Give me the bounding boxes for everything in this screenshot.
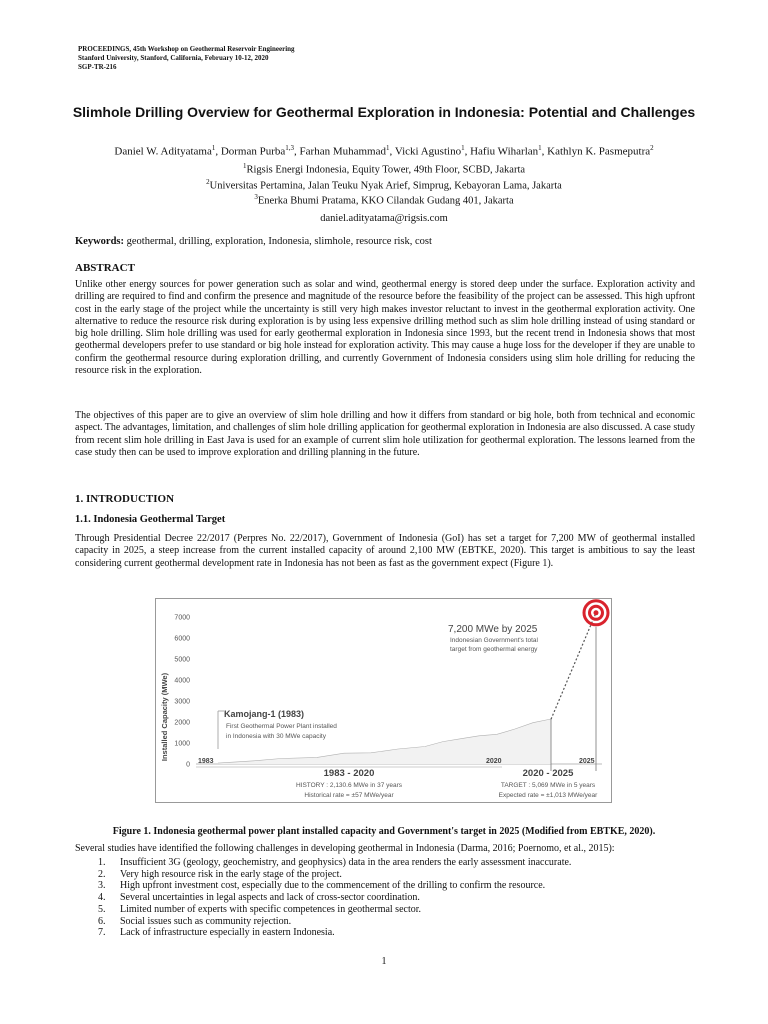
- list-item: 1. Insufficient 3G (geology, geochemistry, and geophysics) data in the area renders the early assessment inaccurate.: [98, 857, 572, 868]
- target-annotation-title: 7,200 MWe by 2025: [448, 624, 538, 635]
- kamojang-annotation-line-1: First Geothermal Power Plant installed: [226, 723, 337, 730]
- kamojang-annotation-line-2: in Indonesia with 30 MWe capacity: [226, 733, 326, 740]
- paper-title: Slimhole Drilling Overview for Geothermal Exploration in Indonesia: Potential and Challenges: [72, 104, 696, 120]
- period-label-history: 1983 - 2020: [323, 768, 375, 779]
- section-1-1-heading: 1.1. Indonesia Geothermal Target: [75, 514, 226, 525]
- keywords: [75, 236, 432, 247]
- y-tick-label: 3000: [174, 698, 190, 706]
- y-axis-label: Installed Capacity (MWe): [160, 672, 169, 762]
- year-label-2020: 2020: [486, 758, 502, 765]
- y-tick-label: 5000: [174, 656, 190, 664]
- year-label-1983: 1983: [198, 758, 214, 765]
- history-summary: HISTORY : 2,130.6 MWe in 37 years: [295, 782, 403, 789]
- figure-1-chart: [155, 598, 612, 803]
- challenges-list: [98, 857, 571, 939]
- header-line-1: PROCEEDINGS, 45th Workshop on Geothermal Reservoir Engineering: [78, 45, 295, 53]
- author: Hafiu Wiharlan: [470, 145, 539, 158]
- header-line-2: Stanford University, Stanford, California, February 10-12, 2020: [78, 54, 269, 62]
- keywords-text: geothermal, drilling, exploration, Indonesia, slimhole, resource risk, cost: [126, 236, 432, 247]
- capacity-chart-svg: [156, 599, 611, 802]
- author: Farhan Muhammad: [299, 145, 386, 158]
- affiliation-2: $^2$Universitas Pertamina, Jalan Teuku Nyak Arief, Simprug, Kebayoran Lama, Jakarta: [206, 178, 562, 192]
- y-tick-label: 1000: [174, 740, 190, 748]
- abstract-heading: ABSTRACT: [75, 262, 135, 274]
- target-bullseye-center: [594, 610, 599, 615]
- target-summary: TARGET : 5,069 MWe in 5 years: [500, 782, 596, 789]
- figure-1-caption: Figure 1. Indonesia geothermal power plant installed capacity and Government's target in 2025 (Modified from EBTKE, 2020).: [112, 826, 656, 837]
- author-list: Daniel W. Adityatama$^1$, Dorman Purba$^{1,3}$, Farhan Muhammad$^1$, Vicki Agustino$^1$, Hafiu Wiharlan$^1$, Kathlyn K. Pasmeputra$^2$: [114, 144, 654, 158]
- introduction-paragraph-1: Through Presidential Decree 22/2017 (Perpres No. 22/2017), Government of Indonesia (GoI) has set a target for 7,200 MW of geothermal installed capacity in 2025, a steep increase from the current installed capacity of around 2,100 MW (EBTKE, 2020). This target is ambitious to say the least considering current geothermal development rate in Indonesia has not been as fast as the government expect (Figure 1).: [75, 533, 695, 569]
- list-item: 6. Social issues such as community rejection.: [98, 915, 292, 927]
- y-tick-label: 0: [186, 761, 190, 769]
- y-tick-label: 6000: [174, 635, 190, 643]
- list-item: 2. Very high resource risk in the early stage of the project.: [98, 868, 342, 880]
- target-rate: Expected rate = ±1,013 MWe/year: [498, 792, 598, 799]
- abstract-paragraph-2: The objectives of this paper are to give an overview of slim hole drilling and how it differs from standard or big hole, both from technical and economic aspect. The advantages, limitation, and challenges of slim hole drilling application for geothermal exploration in Indonesia are also discussed. A case study from recent slim hole drilling in East Java is used for an example of current slim hole utilization for geothermal exploration. The lessons learned from the case study then can be used to improve exploration and drilling planning in the future.: [75, 410, 695, 458]
- target-annotation-line-2: target from geothermal energy: [450, 646, 538, 653]
- author: Daniel W. Adityatama: [114, 145, 212, 158]
- author: Dorman Purba: [220, 145, 286, 158]
- header-line-3: SGP-TR-216: [78, 63, 117, 71]
- kamojang-annotation-title: Kamojang-1 (1983): [224, 709, 305, 719]
- year-label-2025: 2025: [579, 758, 595, 765]
- y-tick-label: 7000: [174, 614, 190, 622]
- author: Kathlyn K. Pasmeputra: [547, 145, 651, 158]
- introduction-paragraph-2: Several studies have identified the following challenges in developing geothermal in Indonesia (Darma, 2016; Poernomo, et al., 2015):: [75, 843, 615, 854]
- y-tick-label: 4000: [174, 677, 190, 685]
- target-series-line: [551, 613, 596, 719]
- affiliation-3: $^3$Enerka Bhumi Pratama, KKO Cilandak Gudang 401, Jakarta: [254, 193, 514, 207]
- list-item: 3. High upfront investment cost, especially due to the commencement of the drilling to confirm the resource.: [98, 880, 546, 892]
- list-item: 5. Limited number of experts with specific competences in geothermal sector.: [98, 903, 422, 915]
- page-number: 1: [381, 956, 387, 967]
- list-item: 7. Lack of infrastructure especially in eastern Indonesia.: [98, 927, 335, 939]
- keywords-label: Keywords:: [75, 236, 124, 247]
- list-item: 4. Several uncertainties in legal aspects and lack of cross-sector coordination.: [98, 892, 420, 904]
- period-label-target: 2020 - 2025: [522, 768, 574, 779]
- history-rate: Historical rate = ±57 MWe/year: [304, 792, 394, 799]
- author-email[interactable]: daniel.adityatama@rigsis.com: [320, 213, 448, 224]
- abstract-paragraph-1: Unlike other energy sources for power generation such as solar and wind, geothermal energy is stored deep under the surface. Exploration activity and drilling are required to find and confirm the presence and magnitude of the resource before the feasibility of the project can be assessed. This high upfront cost in the early stage of the project while the uncertainty is still very high makes investor reluctant to invest in the geothermal exploration activity. One alternative to reduce the resource risk during exploration is by using less expensive drilling method such as slim hole drilling instead of using standard or big hole drilling. Slim hole drilling was used for early geothermal exploration in Indonesia since 1993, but the recent trend in Indonesia shows that most geothermal developers prefer to use standard or big hole instead for exploration activity. This may cause a huge loss for the developer if they are unable to confirm the geothermal resource during exploration drilling, and currently Government of Indonesia considers using slim hole drilling for reducing the resource risk in the exploration.: [75, 279, 695, 377]
- target-annotation-line-1: Indonesian Government's total: [450, 637, 538, 644]
- y-tick-label: 2000: [174, 719, 190, 727]
- affiliation-1: $^1$Rigsis Energi Indonesia, Equity Tower, 49th Floor, SCBD, Jakarta: [242, 162, 526, 176]
- proceedings-header: [78, 45, 295, 72]
- author: Vicki Agustino: [394, 145, 462, 158]
- introduction-heading: 1. INTRODUCTION: [75, 493, 175, 505]
